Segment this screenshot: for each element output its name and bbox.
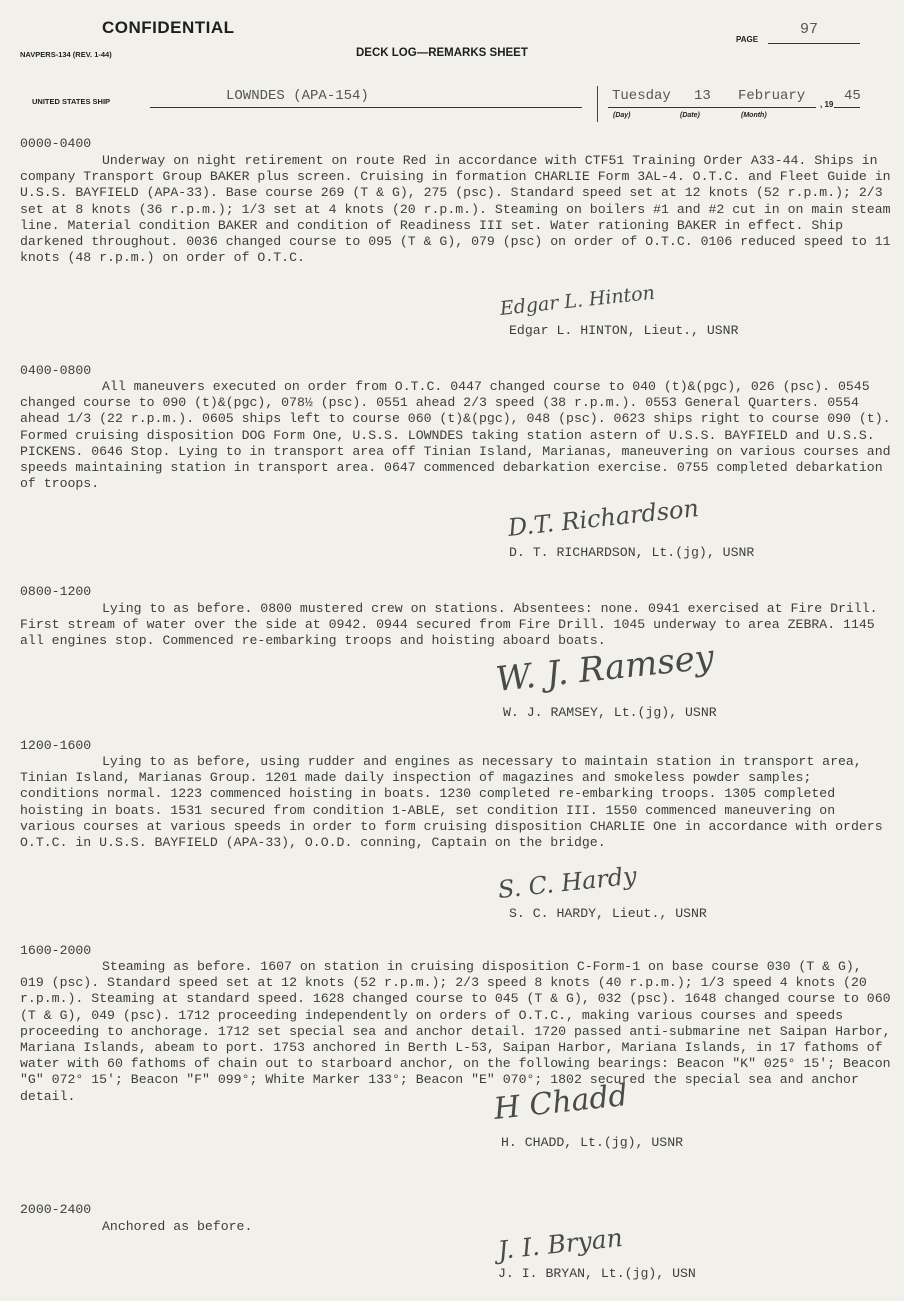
month-caption: (Month)	[741, 112, 767, 119]
signature-name: H. CHADD, Lt.(jg), USNR	[501, 1135, 684, 1150]
watch-remarks: All maneuvers executed on order from O.T.C. 0447 changed course to 040 (t)&(pgc), 026 (psc). 0545 changed course to 090 (t)&(pgc), 078½ (psc). 0551 ahead 2/3 speed (38 r.p.m.). 0553 General Quarters. 0554 ahead 1/3 (22 r.p.m.). 0605 ships left to course 060 (t)&(pgc), 048 (psc). 0623 ships right to course 090 (t). Formed cruising disposition DOG Form One, U.S.S. LOWNDES taking station astern of U.S.S. BAYFIELD and U.S.S. PICKENS. 0646 Stop. Lying to in transport area off Tinian Island, Marianas, maneuvering on various courses and speeds maintaining station in transport area. 0647 commenced debarkation exercise. 0755 completed debarkation of troops.	[20, 379, 899, 492]
signature-handwritten: Edgar L. Hinton	[498, 281, 656, 320]
watch-time: 0400-0800	[20, 363, 92, 378]
signature-handwritten: S. C. Hardy	[496, 861, 638, 904]
signature-name: Edgar L. HINTON, Lieut., USNR	[509, 323, 739, 338]
date-caption: (Date)	[680, 112, 700, 119]
signature-name: D. T. RICHARDSON, Lt.(jg), USNR	[509, 545, 755, 560]
month-value: February	[738, 88, 806, 104]
signature-handwritten: W. J. Ramsey	[493, 637, 716, 700]
confidential-stamp: CONFIDENTIAL	[102, 18, 235, 37]
watch-time: 1200-1600	[20, 738, 92, 753]
page-number: 97	[800, 21, 819, 38]
sheet-title: DECK LOG—REMARKS SHEET	[356, 47, 528, 59]
date-value: 13	[694, 88, 711, 104]
watch-remarks: Lying to as before, using rudder and engines as necessary to maintain station in transport area, Tinian Island, Marianas Group. 1201 made daily inspection of magazines and smokeless powder samples; conditions normal. 1223 commenced hoisting in boats. 1230 completed re-embarking troops. 1305 completed hoisting in boats. 1531 secured from condition 1-ABLE, set condition III. 1550 commenced maneuvering on various courses at various speeds in order to form cruising disposition CHARLIE One in accordance with orders O.T.C. in U.S.S. BAYFIELD (APA-33), O.O.D. conning, Captain on the bridge.	[20, 754, 891, 851]
signature-name: S. C. HARDY, Lieut., USNR	[509, 906, 707, 921]
signature-handwritten: D.T. Richardson	[506, 494, 701, 542]
page-label: PAGE	[736, 35, 759, 44]
ship-name: LOWNDES (APA-154)	[226, 88, 369, 104]
watch-remarks: Steaming as before. 1607 on station in cruising disposition C-Form-1 on base course 030 (T & G), 019 (psc). Standard speed set at 12 knots (52 r.p.m.); 2/3 speed 8 knots (40 r.p.m.); 1/3 speed 4 knots (20 r.p.m.). Steaming at standard speed. 1628 changed course to 045 (T & G), 032 (psc). 1648 changed course to 060 (T & G), 049 (psc). 1712 proceeding independently on orders of O.T.C., making various courses and speeds proceeding to anchorage. 1712 set special sea and anchor detail. 1720 passed anti-submarine net Saipan Harbor, Mariana Islands, abeam to port. 1753 anchored in Berth L-53, Saipan Harbor, Mariana Islands, in 17 fathoms of water with 60 fathoms of chain out to starboard anchor, on the following bearings: Beacon "K" 025° 15'; Beacon "G" 072° 15'; Beacon "F" 099°; White Marker 133°; Beacon "E" 070°; 1802 secured the special sea and anchor detail.	[20, 959, 899, 1104]
signature-name: J. I. BRYAN, Lt.(jg), USN	[498, 1266, 696, 1281]
watch-time: 1600-2000	[20, 943, 92, 958]
ship-label: UNITED STATES SHIP	[32, 97, 111, 106]
date-line	[608, 107, 816, 108]
year-value: 45	[844, 88, 861, 104]
watch-time: 2000-2400	[20, 1202, 92, 1217]
day-caption: (Day)	[613, 112, 631, 119]
year-line	[834, 107, 860, 108]
signature-handwritten: H Chadd	[492, 1078, 630, 1127]
form-id: NAVPERS-134 (REV. 1-44)	[20, 50, 112, 59]
watch-remarks: Underway on night retirement on route Red in accordance with CTF51 Training Order A33-44. Ships in company Transport Group BAKER plus screen. Cruising in formation CHARLIE Form 3AL-4. O.T.C. and Fleet Guide in U.S.S. BAYFIELD (APA-33). Base course 269 (T & G), 275 (psc). Standard speed set at 12 knots (52 r.p.m.); 2/3 set at 8 knots (36 r.p.m.); 1/3 set at 4 knots (20 r.p.m.). Steaming on boilers #1 and #2 cut in on main steam line. Material condition BAKER and condition of Readiness III set. Water rationing BAKER in effect. Ship darkened throughout. 0036 changed course to 095 (T & G), 079 (psc) on order of O.T.C. 0106 reduced speed to 11 knots (48 r.p.m.) on order of O.T.C.	[20, 153, 899, 266]
watch-time: 0800-1200	[20, 584, 92, 599]
day-value: Tuesday	[612, 88, 671, 104]
signature-handwritten: J. I. Bryan	[496, 1222, 625, 1265]
watch-remarks: Anchored as before.	[102, 1219, 253, 1234]
year-prefix: , 19	[820, 100, 834, 109]
watch-time: 0000-0400	[20, 136, 92, 151]
signature-name: W. J. RAMSEY, Lt.(jg), USNR	[503, 705, 717, 720]
header-divider	[597, 86, 598, 122]
watch-remarks: Lying to as before. 0800 mustered crew on stations. Absentees: none. 0941 exercised at Fire Drill. First stream of water over the side at 0942. 0944 secured from Fire Drill. 1045 underway to area ZEBRA. 1145 all engines stop. Commenced re-embarking troops and hoisting aboard boats.	[20, 601, 886, 649]
ship-name-line	[150, 107, 582, 108]
page-number-line	[768, 43, 860, 44]
